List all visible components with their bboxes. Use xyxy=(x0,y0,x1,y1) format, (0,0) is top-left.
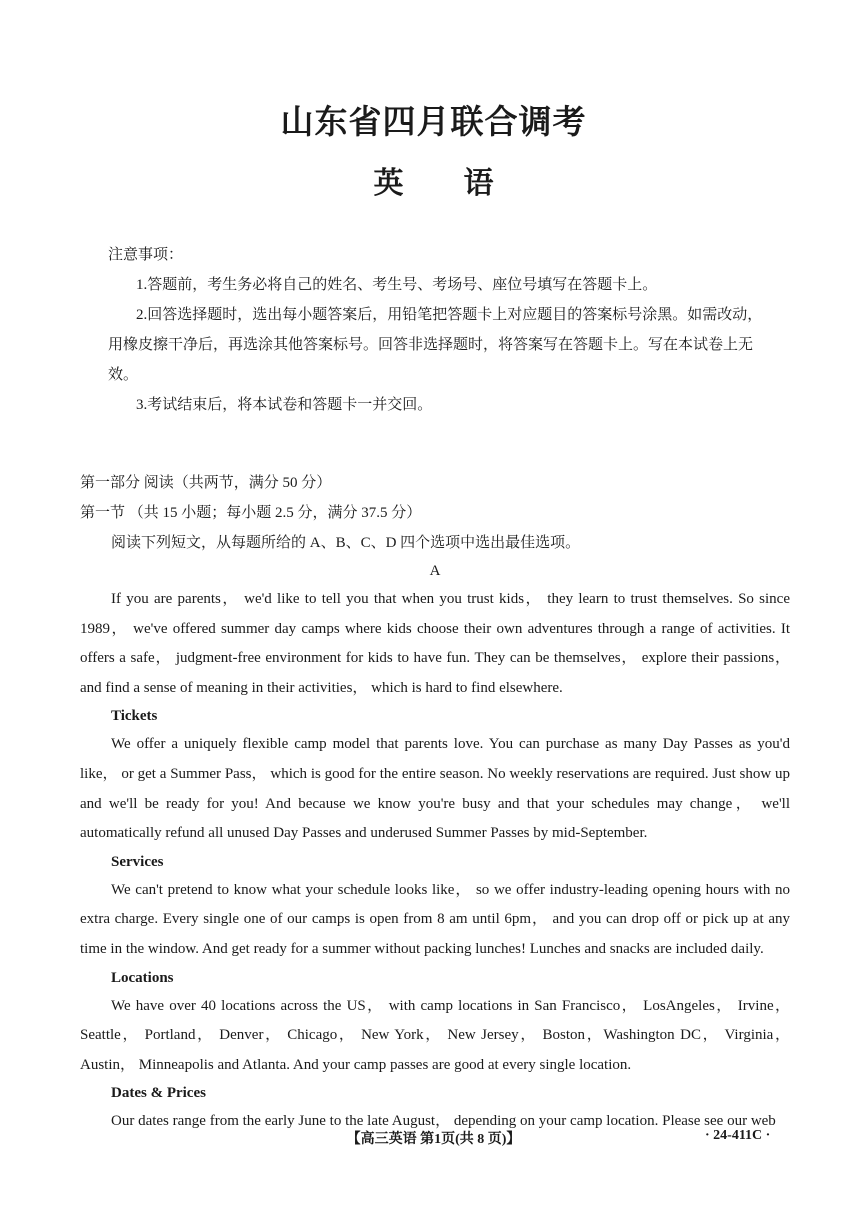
subject-title: 英语 xyxy=(373,166,554,201)
reading-section xyxy=(80,468,790,1137)
instruction-text: 阅读下列短文，从每题所给的 A、B、C、D 四个选项中选出最佳选项。 xyxy=(111,535,581,551)
section-heading-services: Services xyxy=(111,853,164,870)
notice-item-1: 1.答题前，考生务必将自己的姓名、考生号、考场号、座位号填写在答题卡上。 xyxy=(136,277,658,293)
notice-item-3: 3.考试结束后，将本试卷和答题卡一并交回。 xyxy=(136,397,433,413)
section-text-dates-prices: Our dates range from the early June to the late August， depending on your camp location. Please see our web xyxy=(111,1113,776,1130)
section-heading-locations: Locations xyxy=(111,969,174,986)
notice-item-2: 2.回答选择题时，选出每小题答案后，用铅笔把答题卡上对应题目的答案标号涂黑。如需改动，用橡皮擦干净后，再选涂其他答案标号。回答非选择题时，将答案写在答题卡上。写在本试卷上无效。 xyxy=(108,307,763,383)
section-text-locations: We have over 40 locations across the US， with camp locations in San Francisco， LosAngeles， Irvine， Seattle， Portland， Denver， Chicago， New York， New Jersey， Boston，Washington DC， Virginia， Austin， Minneapolis and Atlanta. And your camp passes are good at every single location. xyxy=(80,997,790,1073)
section-heading-tickets: Tickets xyxy=(111,708,158,725)
exam-code: · 24-411C · xyxy=(705,1128,771,1143)
passage-label: A xyxy=(429,563,441,579)
section-text-services: We can't pretend to know what your schedule looks like， so we offer industry-leading opening hours with no extra charge. Every single one of our camps is open from 8 am until 6pm， and you can drop off or pick up at any time in the window. And get ready for a summer without packing lunches! Lunches and snacks are included daily. xyxy=(80,881,790,957)
page-number-label: 【高三英语 第1页(共 8 页)】 xyxy=(346,1132,521,1147)
part-heading: 第一部分 阅读（共两节，满分 50 分） xyxy=(80,475,332,491)
notice-heading: 注意事项： xyxy=(108,247,184,263)
notice-block xyxy=(108,240,768,420)
section-text-tickets: We offer a uniquely flexible camp model that parents love. You can purchase as many Day Passes as you'd like， or get a Summer Pass， which is good for the entire season. No weekly reservations are required. Just show up and we'll be ready for you! And because we know you're busy and that your schedules may change， we'll automatically refund all unused Day Passes and underused Summer Passes by mid-September. xyxy=(80,736,790,842)
passage-intro: If you are parents， we'd like to tell you that when you trust kids， they learn to trust themselves. So since 1989， we've offered summer day camps where kids choose their own adventures through a range of activities. It offers a safe， judgment-free environment for kids to have fun. They can be themselves， explore their passions， and find a sense of meaning in their activities， which is hard to find elsewhere. xyxy=(80,591,790,696)
subsection-heading: 第一节 （共 15 小题；每小题 2.5 分，满分 37.5 分） xyxy=(80,505,422,521)
section-heading-dates-prices: Dates & Prices xyxy=(111,1085,206,1102)
exam-title: 山东省四月联合调考 xyxy=(280,102,587,141)
